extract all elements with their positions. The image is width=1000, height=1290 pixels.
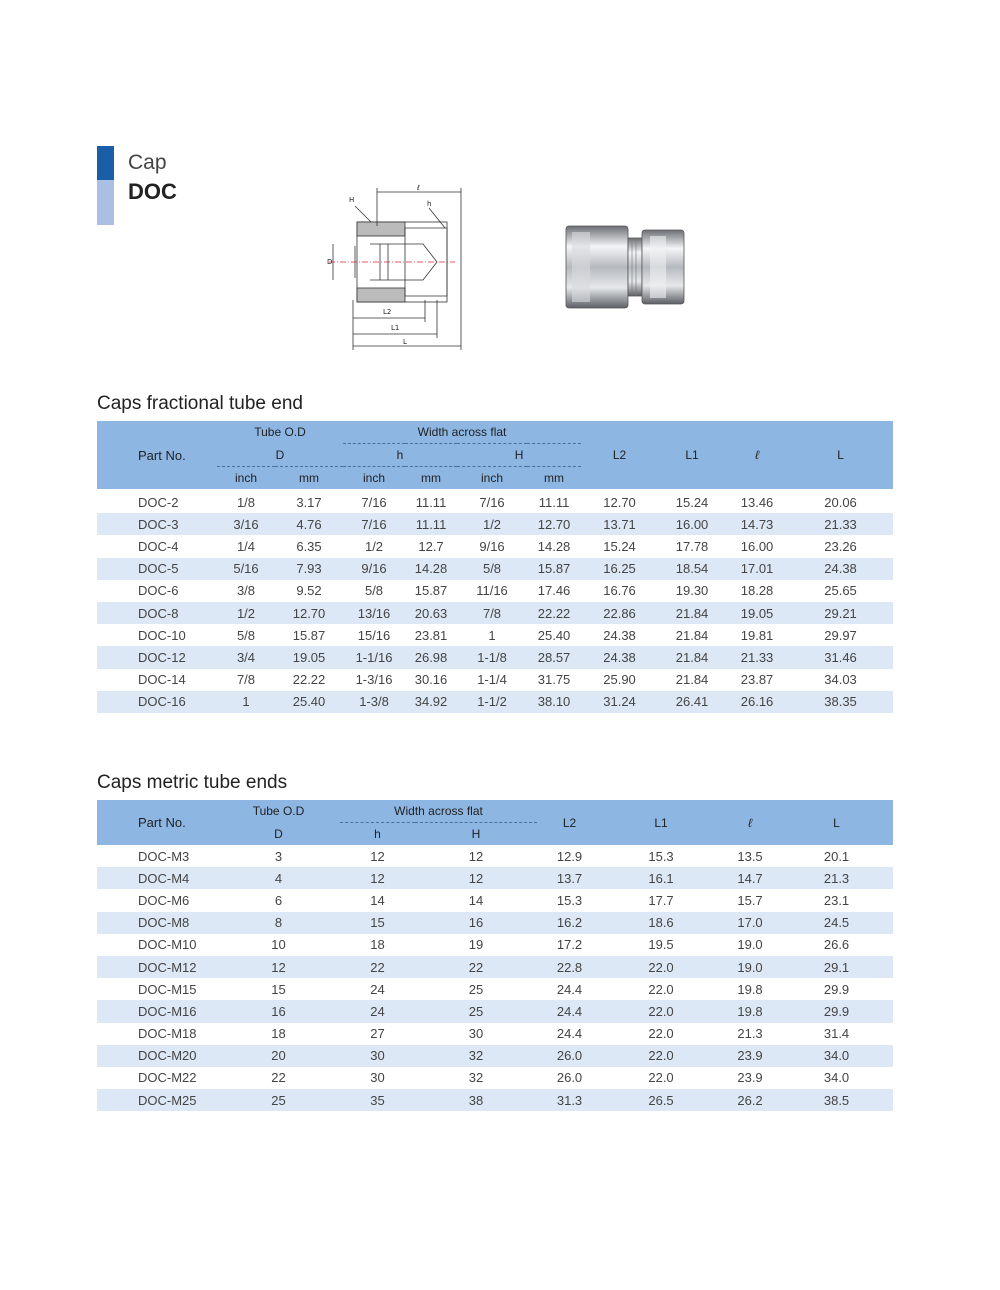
table-cell: 20.06 [824, 494, 857, 510]
col-l: L [837, 448, 844, 463]
table-cell: 22 [468, 959, 484, 975]
table-cell: 24.4 [556, 1026, 583, 1042]
table-cell: 32 [468, 1048, 484, 1064]
col-h-small-inch: inch [363, 470, 386, 485]
table-row [97, 558, 893, 580]
table-row [97, 1089, 893, 1111]
table-cell: 15.87 [292, 627, 326, 643]
table-row [97, 1045, 893, 1067]
table-cell: 25.40 [292, 694, 326, 710]
table-cell: 3 [274, 848, 283, 864]
table-cell: 12.70 [537, 516, 571, 532]
table-cell: 1-1/8 [477, 649, 507, 665]
part-number-cell: DOC-5 [138, 561, 179, 577]
table-cell: 11.11 [538, 494, 570, 510]
table-cell: 12 [370, 848, 385, 864]
table-row [97, 1000, 893, 1022]
table-cell: 12 [468, 848, 484, 864]
table-cell: 21.33 [824, 516, 857, 532]
category-label: Cap [128, 151, 167, 174]
table-cell: 1-1/2 [477, 694, 507, 710]
table-cell: 19.81 [740, 627, 774, 643]
table-row [97, 669, 893, 691]
drawing-nut-bottom [357, 288, 405, 302]
table-cell: 7/16 [361, 516, 387, 532]
m-col-l1: L1 [654, 815, 668, 830]
table-cell: 14.7 [737, 870, 763, 886]
table-cell: 15.24 [603, 539, 636, 555]
part-number-cell: DOC-M12 [138, 959, 197, 975]
table-cell: 22.0 [648, 1003, 674, 1019]
col-h-big-inch: inch [481, 470, 504, 485]
col-tube-od: Tube O.D [254, 425, 306, 440]
col-d-mm: mm [299, 470, 319, 485]
table-cell: 22.0 [648, 959, 674, 975]
table-cell: 23.9 [737, 1048, 763, 1064]
table-cell: 34.03 [824, 672, 857, 688]
table-cell: 21.84 [675, 672, 709, 688]
col-l2: L2 [612, 448, 627, 463]
table-cell: 12.9 [556, 848, 583, 864]
table-cell: 24.38 [603, 627, 636, 643]
table-cell: 12 [370, 870, 385, 886]
col-h-small-mm: mm [421, 470, 442, 485]
part-number-cell: DOC-14 [138, 672, 186, 688]
table-cell: 9.52 [296, 583, 322, 599]
table-row [97, 889, 893, 911]
table-cell: 17.01 [740, 561, 774, 577]
table-cell: 19.05 [292, 649, 326, 665]
part-number-cell: DOC-M4 [138, 870, 190, 886]
table-cell: 22.8 [556, 959, 583, 975]
table-cell: 19.0 [737, 959, 763, 975]
table-row [97, 646, 893, 668]
table-cell: 23.81 [414, 627, 448, 643]
table-cell: 18.28 [740, 583, 774, 599]
col-ell: ℓ [755, 448, 759, 463]
table-cell: 16.00 [740, 539, 774, 555]
table-row [97, 489, 893, 513]
product-code: DOC [128, 179, 177, 204]
table-row [97, 845, 893, 867]
fractional-spec-table [97, 421, 893, 713]
label-D: D [327, 258, 333, 266]
table-cell: 16.2 [556, 915, 583, 931]
table-cell: 31.3 [556, 1092, 583, 1108]
table-row [97, 602, 893, 624]
metric-spec-table [97, 800, 893, 1111]
table-row [97, 691, 893, 713]
part-number-cell: DOC-4 [138, 539, 179, 555]
col-width-across-flat: Width across flat [343, 421, 581, 444]
table-cell: 1/8 [236, 494, 256, 510]
table-cell: 17.2 [556, 937, 583, 953]
table-cell: 7/16 [361, 494, 387, 510]
label-L: L [403, 338, 407, 346]
table-cell: 7/8 [482, 605, 502, 621]
table-cell: 1/2 [482, 516, 502, 532]
table-row [97, 934, 893, 956]
table-cell: 29.97 [824, 627, 857, 643]
table-cell: 1-3/8 [359, 694, 389, 710]
table-cell: 3/8 [236, 583, 256, 599]
table-cell: 3/16 [233, 516, 259, 532]
table-cell: 9/16 [479, 539, 505, 555]
table-cell: 22.86 [603, 605, 636, 621]
m-col-l2: L2 [562, 815, 577, 830]
m-col-tube-od: Tube O.D [252, 804, 305, 819]
col-d: D [217, 444, 343, 467]
table-cell: 19.8 [737, 981, 763, 997]
table-cell: 14 [370, 892, 385, 908]
table-cell: 16.1 [648, 870, 674, 886]
table-cell: 35 [370, 1092, 385, 1108]
part-number-cell: DOC-6 [138, 583, 179, 599]
table-cell: 15.3 [648, 848, 674, 864]
table-cell: 25 [468, 981, 484, 997]
table-cell: 25 [468, 1003, 484, 1019]
table-cell: 24.38 [603, 649, 636, 665]
table-cell: 16.00 [675, 516, 709, 532]
table-cell: 22.22 [292, 672, 326, 688]
photo-thread [628, 238, 642, 296]
table-cell: 21.84 [675, 605, 709, 621]
table-cell: 30 [468, 1026, 484, 1042]
col-d-inch: inch [234, 470, 257, 485]
drawing-nut-top [357, 222, 405, 236]
table-cell: 12 [468, 870, 484, 886]
part-number-cell: DOC-16 [138, 694, 186, 710]
part-number-cell: DOC-M25 [138, 1092, 197, 1108]
table-cell: 24.5 [823, 915, 850, 931]
table-cell: 26.41 [675, 694, 709, 710]
table-cell: 38.10 [537, 694, 571, 710]
table-cell: 12.70 [292, 605, 326, 621]
table-cell: 7/16 [479, 494, 505, 510]
table-cell: 26.0 [556, 1048, 583, 1064]
col-h-small: h [343, 444, 457, 467]
table-cell: 38 [468, 1092, 484, 1108]
part-number-cell: DOC-3 [138, 516, 179, 532]
table-cell: 17.0 [737, 915, 763, 931]
product-photo [558, 222, 692, 312]
part-number-cell: DOC-12 [138, 649, 186, 665]
table-cell: 10 [271, 937, 286, 953]
table-cell: 18 [370, 937, 385, 953]
table-cell: 21.3 [737, 1026, 763, 1042]
table-cell: 1-1/16 [355, 649, 393, 665]
table-cell: 24.4 [556, 1003, 583, 1019]
label-L2: L2 [383, 308, 392, 316]
table-cell: 25.65 [824, 583, 857, 599]
fractional-table-title: Caps fractional tube end [97, 393, 303, 414]
table-cell: 19.5 [648, 937, 674, 953]
table-cell: 26.98 [414, 649, 448, 665]
table-cell: 34.0 [823, 1070, 850, 1086]
metric-table-title: Caps metric tube ends [97, 772, 288, 793]
m-col-part-no: Part No. [138, 815, 186, 830]
table-cell: 11.11 [415, 516, 447, 532]
table-cell: 19.30 [675, 583, 709, 599]
table-cell: 15.7 [737, 892, 763, 908]
col-h-big-mm: mm [544, 470, 565, 485]
table-cell: 30 [370, 1070, 385, 1086]
table-cell: 15 [271, 981, 286, 997]
label-L1: L1 [391, 324, 400, 332]
m-col-width-across-flat: Width across flat [340, 800, 537, 823]
table-cell: 26.16 [740, 694, 774, 710]
table-cell: 9/16 [361, 561, 387, 577]
table-cell: 31.4 [823, 1026, 850, 1042]
table-cell: 15 [370, 915, 385, 931]
part-number-cell: DOC-8 [138, 605, 179, 621]
part-number-cell: DOC-M10 [138, 937, 197, 953]
table-cell: 31.46 [824, 649, 857, 665]
table-cell: 13.7 [556, 870, 583, 886]
table-cell: 1/2 [236, 605, 256, 621]
table-cell: 11/16 [476, 583, 508, 599]
table-cell: 24 [370, 1003, 385, 1019]
table-cell: 1 [242, 694, 250, 710]
table-cell: 18.6 [648, 915, 674, 931]
part-number-cell: DOC-M3 [138, 848, 190, 864]
table-cell: 1/4 [236, 539, 256, 555]
part-number-cell: DOC-M8 [138, 915, 190, 931]
table-cell: 22 [271, 1070, 286, 1086]
table-cell: 15.24 [675, 494, 709, 510]
table-cell: 23.87 [740, 672, 774, 688]
table-cell: 27 [370, 1026, 385, 1042]
table-cell: 24 [370, 981, 385, 997]
table-cell: 38.35 [824, 694, 857, 710]
table-cell: 12.7 [418, 539, 444, 555]
table-cell: 29.9 [823, 1003, 850, 1019]
part-number-cell: DOC-M22 [138, 1070, 197, 1086]
part-number-cell: DOC-M18 [138, 1026, 197, 1042]
table-cell: 22 [370, 959, 385, 975]
table-cell: 12 [271, 959, 286, 975]
table-cell: 29.1 [823, 959, 850, 975]
m-col-ell: ℓ [748, 815, 752, 830]
table-cell: 19 [468, 937, 484, 953]
table-cell: 25.90 [603, 672, 636, 688]
table-cell: 5/8 [482, 561, 502, 577]
table-row [97, 535, 893, 557]
table-cell: 12.70 [603, 494, 636, 510]
table-cell: 3.17 [296, 494, 322, 510]
table-cell: 31.75 [537, 672, 571, 688]
table-cell: 17.46 [537, 583, 571, 599]
table-cell: 19.0 [737, 937, 763, 953]
table-cell: 18.54 [675, 561, 709, 577]
table-cell: 26.6 [823, 937, 850, 953]
table-cell: 38.5 [823, 1092, 850, 1108]
table-cell: 19.8 [737, 1003, 763, 1019]
table-cell: 17.78 [675, 539, 709, 555]
section-marker-dark [97, 146, 114, 180]
table-cell: 18 [271, 1026, 286, 1042]
table-row [97, 978, 893, 1000]
table-cell: 23.26 [824, 539, 857, 555]
table-cell: 7.93 [296, 561, 322, 577]
table-cell: 19.05 [740, 605, 774, 621]
table-cell: 13.5 [737, 848, 763, 864]
table-cell: 22.0 [648, 1026, 674, 1042]
label-ell: ℓ [417, 184, 420, 192]
table-cell: 14.28 [537, 539, 571, 555]
part-number-cell: DOC-10 [138, 627, 186, 643]
table-cell: 1-3/16 [355, 672, 393, 688]
table-cell: 8 [274, 915, 283, 931]
m-col-h-big: H [471, 827, 481, 841]
table-cell: 34.0 [823, 1048, 850, 1064]
table-cell: 15.87 [537, 561, 571, 577]
table-cell: 15.87 [414, 583, 448, 599]
table-cell: 21.3 [823, 870, 850, 886]
table-cell: 29.21 [824, 605, 857, 621]
table-cell: 22.0 [648, 1048, 674, 1064]
table-cell: 24.4 [556, 981, 583, 997]
table-cell: 5/8 [236, 627, 256, 643]
table-cell: 20 [271, 1048, 286, 1064]
table-cell: 17.7 [648, 892, 674, 908]
table-cell: 20.1 [823, 848, 850, 864]
m-col-l: L [833, 815, 840, 830]
table-cell: 28.57 [537, 649, 571, 665]
table-cell: 16.76 [603, 583, 636, 599]
table-cell: 13.46 [740, 494, 774, 510]
table-cell: 26.5 [648, 1092, 674, 1108]
table-cell: 16 [271, 1003, 286, 1019]
table-cell: 14.28 [414, 561, 448, 577]
table-cell: 21.33 [740, 649, 774, 665]
label-h: h [427, 200, 432, 208]
table-cell: 5/16 [233, 561, 259, 577]
table-cell: 23.9 [737, 1070, 763, 1086]
part-number-cell: DOC-2 [138, 494, 179, 510]
table-cell: 30.16 [414, 672, 448, 688]
table-cell: 20.63 [414, 605, 448, 621]
part-number-cell: DOC-M16 [138, 1003, 197, 1019]
part-number-cell: DOC-M6 [138, 892, 190, 908]
col-l1: L1 [685, 448, 699, 463]
table-cell: 16.25 [603, 561, 636, 577]
table-cell: 1-1/4 [477, 672, 507, 688]
table-cell: 21.84 [675, 649, 709, 665]
table-cell: 23.1 [823, 892, 850, 908]
label-H: H [349, 196, 355, 204]
col-part-no: Part No. [138, 447, 186, 463]
part-number-cell: DOC-M20 [138, 1048, 197, 1064]
table-cell: 26.0 [556, 1070, 583, 1086]
table-row [97, 912, 893, 934]
table-cell: 15/16 [357, 627, 391, 643]
table-cell: 11.11 [415, 494, 447, 510]
table-cell: 3/4 [236, 649, 256, 665]
table-cell: 14.73 [740, 516, 774, 532]
table-cell: 30 [370, 1048, 385, 1064]
table-row [97, 956, 893, 978]
table-cell: 6.35 [296, 539, 322, 555]
table-cell: 25 [271, 1092, 286, 1108]
part-number-cell: DOC-M15 [138, 981, 197, 997]
table-cell: 4 [274, 870, 283, 886]
section-marker-light [97, 180, 114, 225]
table-cell: 15.3 [556, 892, 583, 908]
technical-drawing [325, 182, 475, 354]
table-cell: 16 [468, 915, 484, 931]
col-h-big: H [457, 444, 581, 467]
table-row [97, 624, 893, 646]
table-cell: 34.92 [414, 694, 448, 710]
table-cell: 7/8 [236, 672, 256, 688]
table-cell: 22.0 [648, 981, 674, 997]
table-cell: 29.9 [823, 981, 850, 997]
table-cell: 4.76 [296, 516, 322, 532]
table-row [97, 580, 893, 602]
table-cell: 1 [488, 627, 496, 643]
table-cell: 32 [468, 1070, 484, 1086]
table-cell: 14 [468, 892, 484, 908]
m-col-h-small: h [374, 827, 381, 841]
table-cell: 22.22 [537, 605, 571, 621]
table-row [97, 867, 893, 889]
table-cell: 31.24 [603, 694, 636, 710]
table-row [97, 513, 893, 535]
table-cell: 13/16 [357, 605, 391, 621]
table-cell: 13.71 [603, 516, 636, 532]
table-row [97, 1067, 893, 1089]
table-cell: 25.40 [537, 627, 571, 643]
table-row [97, 1023, 893, 1045]
table-cell: 5/8 [364, 583, 384, 599]
table-cell: 24.38 [824, 561, 857, 577]
table-cell: 6 [274, 892, 283, 908]
m-col-d: D [274, 826, 283, 841]
table-cell: 26.2 [737, 1092, 763, 1108]
table-cell: 21.84 [675, 627, 709, 643]
table-cell: 1/2 [364, 539, 384, 555]
table-cell: 22.0 [648, 1070, 674, 1086]
